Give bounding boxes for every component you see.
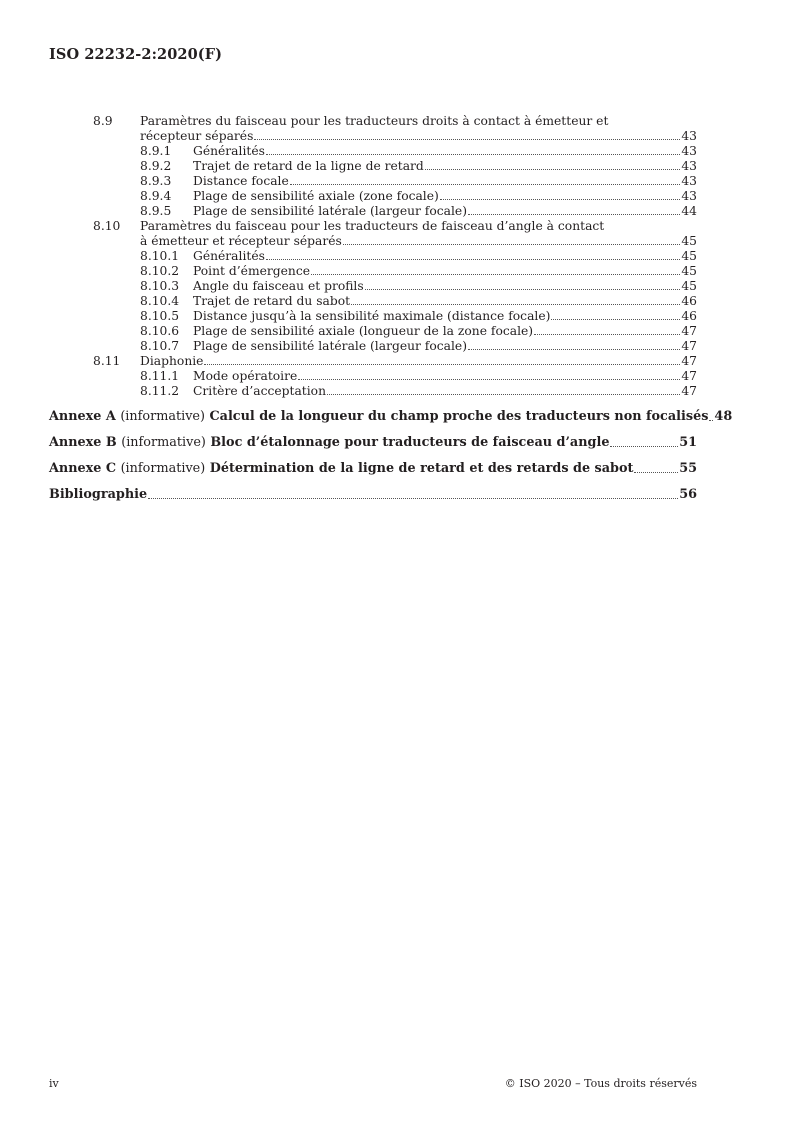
toc-page: 47 — [681, 369, 697, 383]
toc-entry-8-10-5[interactable] — [140, 309, 697, 323]
toc-page: 46 — [681, 294, 697, 308]
toc-page: 45 — [681, 234, 697, 248]
toc-leader — [468, 348, 680, 350]
toc-leader — [534, 333, 680, 335]
toc-leader — [610, 445, 678, 447]
toc-leader — [425, 168, 681, 170]
annex-note: (informative) — [121, 435, 206, 450]
toc-page: 43 — [681, 159, 697, 173]
toc-number: 8.10.5 — [140, 309, 180, 323]
annex-note: (informative) — [120, 461, 206, 476]
toc-page: 47 — [681, 339, 697, 353]
toc-entry-8-10-3[interactable] — [140, 279, 697, 293]
toc-page: 48 — [714, 409, 733, 424]
toc-number: 8.9.4 — [140, 189, 172, 203]
toc-title: Plage de sensibilité latérale (largeur focale) — [193, 339, 467, 353]
toc-entry-annex-c[interactable] — [49, 462, 697, 476]
document-id: ISO 22232-2:2020(F) — [49, 46, 223, 63]
annex-title: Bloc d’étalonnage pour traducteurs de faisceau d’angle — [210, 435, 610, 450]
toc-entry-8-10-4[interactable] — [140, 294, 697, 308]
toc-page: 45 — [681, 264, 697, 278]
toc-title: Plage de sensibilité axiale (longueur de la zone focale) — [193, 324, 534, 338]
toc-leader — [266, 258, 680, 260]
toc-title — [49, 410, 708, 424]
toc-number: 8.10.3 — [140, 279, 180, 293]
toc-page: 43 — [681, 129, 697, 143]
annex-label: Annexe C — [49, 461, 117, 476]
toc-title: Trajet de retard de la ligne de retard — [193, 159, 424, 173]
toc-number-8-10: 8.10 — [93, 219, 121, 233]
toc-number: 8.10.1 — [140, 249, 180, 263]
toc-page: 47 — [681, 324, 697, 338]
toc-page: 56 — [679, 487, 697, 502]
toc-number: 8.11.2 — [140, 384, 180, 398]
toc-number: 8.10.6 — [140, 324, 180, 338]
toc-leader — [709, 419, 713, 421]
toc-number: 8.9.5 — [140, 204, 172, 218]
toc-entry-8-9-5[interactable] — [140, 204, 697, 218]
annex-label: Annexe B — [49, 435, 117, 450]
toc-title-8-9-line1[interactable]: Paramètres du faisceau pour les traducteurs droits à contact à émetteur et — [140, 114, 609, 128]
annex-title: Calcul de la longueur du champ proche des traducteurs non focalisés — [209, 409, 709, 424]
toc-leader — [298, 378, 680, 380]
toc-number: 8.10.2 — [140, 264, 180, 278]
toc-title: Généralités — [193, 144, 265, 158]
toc-title-8-10-line1[interactable]: Paramètres du faisceau pour les traducteurs de faisceau d’angle à contact — [140, 219, 605, 233]
toc-title: Généralités — [193, 249, 265, 263]
toc-leader — [634, 471, 678, 473]
toc-title: Plage de sensibilité latérale (largeur focale) — [193, 204, 467, 218]
toc-entry-8-9[interactable] — [140, 129, 697, 143]
toc-number: 8.11.1 — [140, 369, 180, 383]
toc-entry-annex-a[interactable] — [49, 409, 733, 424]
footer-copyright: © ISO 2020 – Tous droits réservés — [504, 1077, 697, 1090]
toc-leader — [351, 303, 680, 305]
toc-title: Trajet de retard du sabot — [193, 294, 351, 308]
annex-title: Détermination de la ligne de retard et des retards de sabot — [209, 461, 634, 476]
toc-page: 43 — [681, 189, 697, 203]
toc-entry-8-11-1[interactable] — [140, 369, 697, 383]
toc-page: 45 — [681, 249, 697, 263]
toc-number: 8.9.3 — [140, 174, 172, 188]
toc-page: 43 — [681, 144, 697, 158]
toc-number: 8.9.1 — [140, 144, 172, 158]
toc-title-8-9-line2: récepteur séparés — [140, 129, 254, 143]
toc-title: Distance jusqu’à la sensibilité maximale (distance focale) — [193, 309, 551, 323]
toc-title: Plage de sensibilité axiale (zone focale) — [193, 189, 439, 203]
toc-leader — [148, 497, 678, 499]
toc-number: 8.9.2 — [140, 159, 172, 173]
toc-title-8-10-line2: à émetteur et récepteur séparés — [140, 234, 342, 248]
toc-entry-8-9-4[interactable] — [140, 189, 697, 203]
toc-leader — [365, 288, 681, 290]
toc-entry-8-10-6[interactable] — [140, 324, 697, 338]
toc-leader — [290, 183, 681, 185]
toc-page: 46 — [681, 309, 697, 323]
toc-entry-8-10[interactable] — [140, 234, 697, 248]
toc-leader — [343, 243, 681, 245]
toc-title: Bibliographie — [49, 487, 148, 502]
toc-title: Distance focale — [193, 174, 289, 188]
toc-leader — [311, 273, 680, 275]
toc-entry-8-10-7[interactable] — [140, 339, 697, 353]
toc-entry-bibliography[interactable] — [49, 488, 697, 502]
toc-entry-8-10-2[interactable] — [140, 264, 697, 278]
toc-leader — [440, 198, 681, 200]
toc-page: 47 — [681, 384, 697, 398]
toc-title: Angle du faisceau et profils — [193, 279, 364, 293]
toc-title: Critère d’acceptation — [193, 384, 327, 398]
toc-entry-annex-b[interactable] — [49, 436, 697, 450]
annex-label: Annexe A — [49, 409, 116, 424]
toc-title — [49, 462, 633, 476]
toc-entry-8-9-1[interactable] — [140, 144, 697, 158]
toc-page: 55 — [679, 461, 697, 476]
toc-number-8-9: 8.9 — [93, 114, 113, 128]
toc-title: Mode opératoire — [193, 369, 298, 383]
toc-leader — [468, 213, 680, 215]
toc-leader — [551, 318, 680, 320]
toc-page: 47 — [681, 354, 697, 368]
toc-leader — [204, 363, 680, 365]
toc-title — [49, 436, 609, 450]
toc-title: Diaphonie — [140, 354, 204, 368]
toc-leader — [254, 138, 680, 140]
toc-number: 8.10.7 — [140, 339, 180, 353]
footer-page-number: iv — [49, 1077, 59, 1090]
toc-page: 43 — [681, 174, 697, 188]
toc-entry-8-10-1[interactable] — [140, 249, 697, 263]
toc-entry-8-9-2[interactable] — [140, 159, 697, 173]
annex-note: (informative) — [120, 409, 205, 424]
toc-leader — [266, 153, 680, 155]
toc-number: 8.10.4 — [140, 294, 180, 308]
toc-page: 51 — [679, 435, 697, 450]
toc-leader — [327, 393, 680, 395]
toc-entry-8-11-2[interactable] — [140, 384, 697, 398]
toc-number: 8.11 — [93, 354, 121, 368]
toc-entry-8-9-3[interactable] — [140, 174, 697, 188]
toc-page: 45 — [681, 279, 697, 293]
toc-page: 44 — [681, 204, 697, 218]
toc-entry-8-11[interactable] — [93, 354, 697, 368]
toc-title: Point d’émergence — [193, 264, 310, 278]
